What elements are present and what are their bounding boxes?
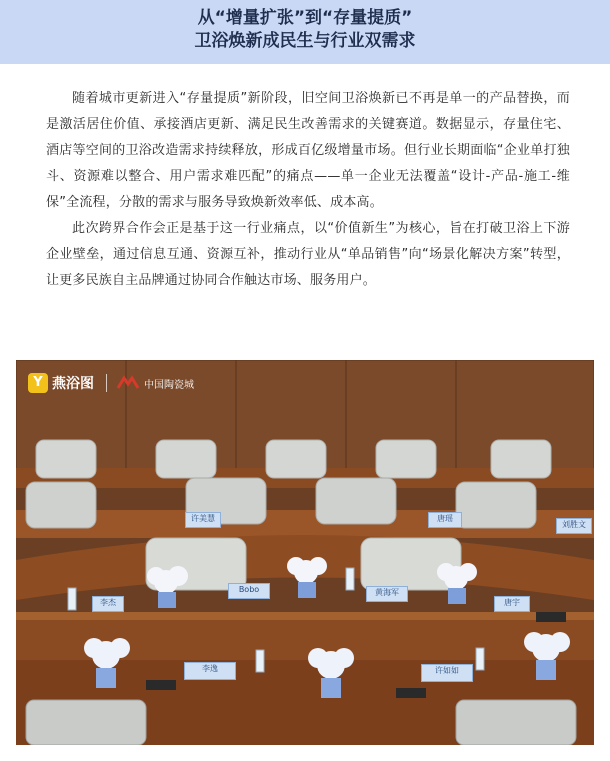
nameplate-xu-ruru: 许如如 — [421, 664, 473, 682]
ceramic-city-logo-icon — [116, 374, 140, 392]
title-line-1: 从“增量扩张”到“存量提质” — [197, 8, 413, 28]
nameplate-bobo: Bobo — [228, 583, 270, 599]
yanyutu-logo-text: 燕浴图 — [52, 376, 94, 392]
nameplate-li-yi: 李逸 — [184, 662, 236, 680]
paragraph-2: 此次跨界合作会正是基于这一行业痛点，以“价值新生”为核心，旨在打破卫浴上下游企业壁垒，通过信息互通、资源互补，推动行业从“单品销售”向“场景化解决方案”转型，让更多民族自主品牌通过协同合作触达市场、服务用户。 — [46, 221, 570, 288]
article-body — [46, 86, 570, 294]
paragraph-1: 随着城市更新进入“存量提质”新阶段，旧空间卫浴焕新已不再是单一的产品替换，而是激活居住价值、承接酒店更新、满足民生改善需求的关键赛道。数据显示，存量住宅、酒店等空间的卫浴改造需求持续释放，形成百亿级增量市场。但行业长期面临“企业单打独斗、资源难以整合、用户需求难匹配”的痛点——单一企业无法覆盖“设计-产品-施工-维保”全流程，分散的需求与服务导致焕新效率低、成本高。 — [46, 91, 570, 210]
ceramic-city-logo-text: 中国陶瓷城 — [144, 379, 194, 391]
nameplate-liu: 刘胜文 — [556, 518, 592, 534]
nameplate-tang-yu: 唐宇 — [494, 596, 530, 612]
title-line-2: 卫浴焕新成民生与行业双需求 — [194, 31, 416, 51]
yanyutu-logo — [28, 372, 94, 394]
nameplate-huang: 黄海军 — [366, 586, 408, 602]
nameplate-tang-yao: 唐瑶 — [428, 512, 462, 528]
china-ceramic-city-logo — [116, 372, 194, 394]
title-banner — [0, 0, 610, 64]
nameplate-xu-meihui: 许美慧 — [185, 512, 221, 528]
yanyutu-logo-icon: Y — [28, 373, 48, 393]
conference-room-photo — [16, 360, 594, 745]
logo-divider — [106, 374, 107, 392]
nameplate-li-jie: 李杰 — [92, 596, 124, 612]
conference-scene — [16, 360, 594, 745]
